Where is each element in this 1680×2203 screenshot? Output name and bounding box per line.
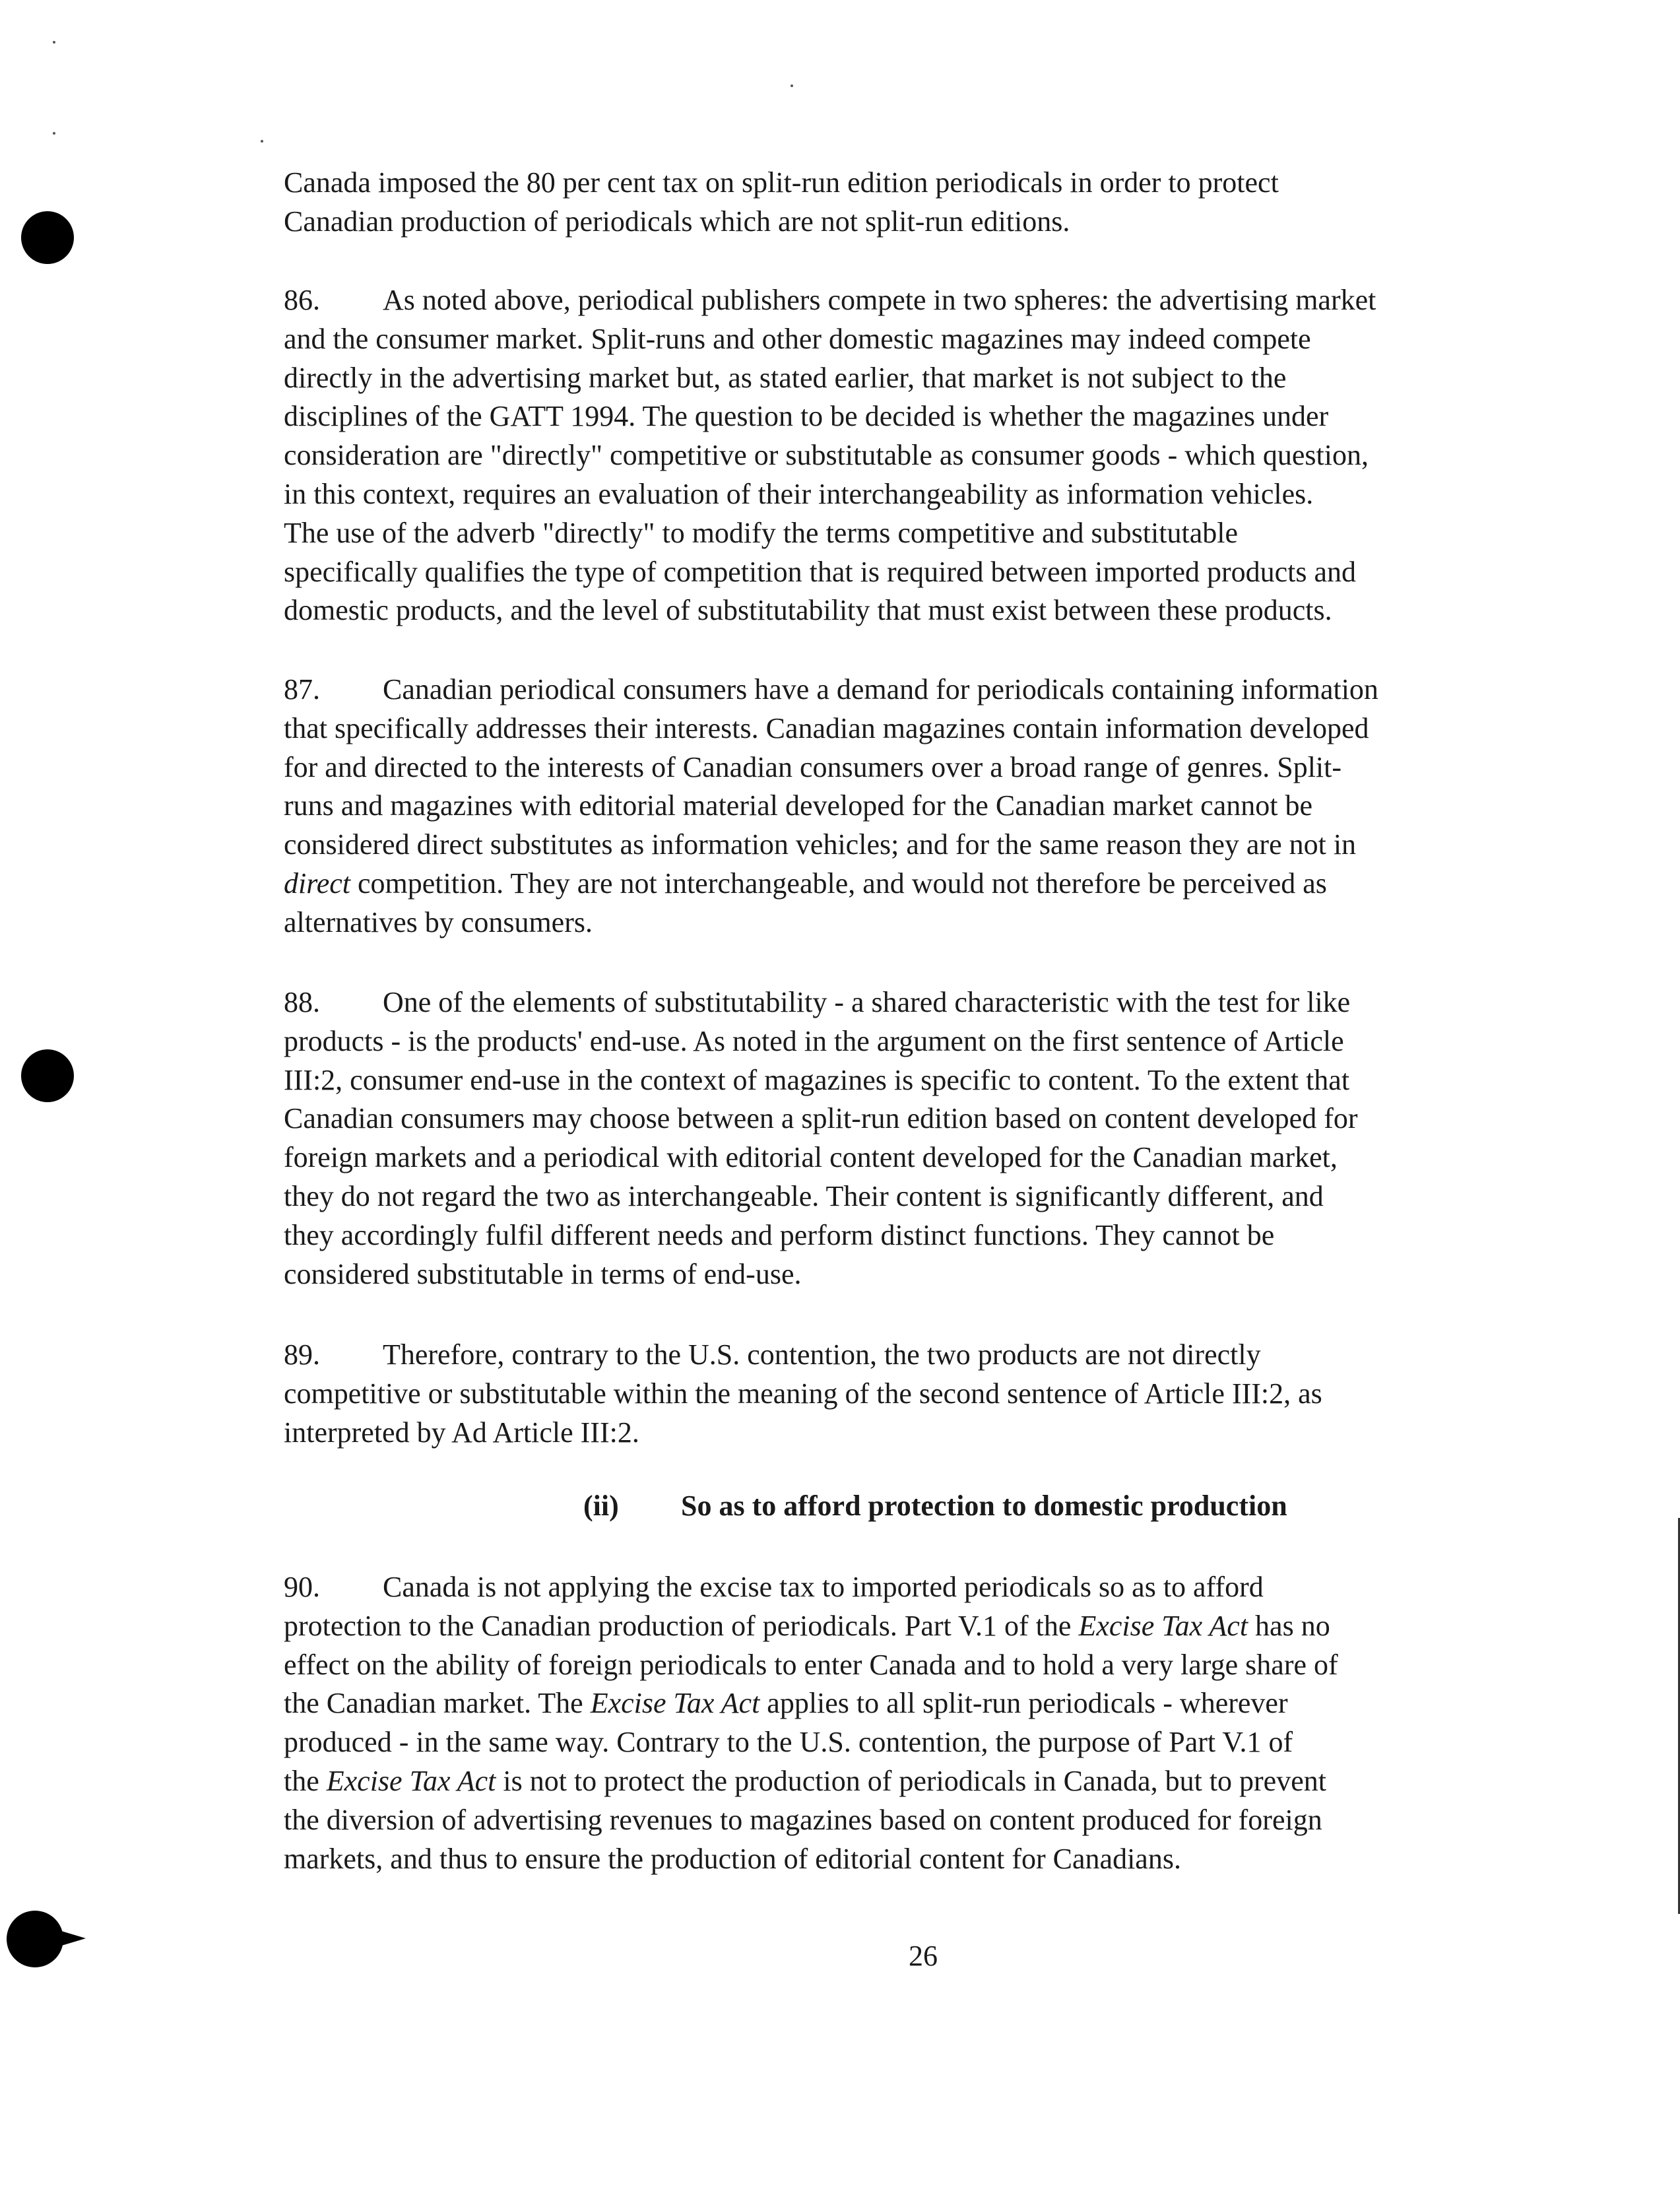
scan-speck	[53, 132, 55, 135]
italic-text: direct	[284, 867, 350, 900]
text-line: products - is the products' end-use. As noted in the argument on the first sentence of Article	[284, 1024, 1344, 1057]
italic-text: Excise Tax Act	[1078, 1609, 1248, 1642]
punch-hole	[21, 1049, 74, 1102]
text-line: Canada imposed the 80 per cent tax on split-run edition periodicals in order to protect	[284, 166, 1279, 199]
intro-paragraph	[284, 164, 1577, 242]
text-line: competitive or substitutable within the meaning of the second sentence of Article III:2, as	[284, 1377, 1322, 1410]
section-heading	[583, 1489, 1287, 1523]
punch-hole	[21, 211, 74, 264]
text-line: Canada is not applying the excise tax to imported periodicals so as to afford	[383, 1571, 1264, 1603]
text-line: runs and magazines with editorial material developed for the Canadian market cannot be	[284, 789, 1312, 822]
paragraph-number: 86.	[284, 284, 320, 316]
heading-number: (ii)	[583, 1490, 619, 1522]
text-line: they accordingly fulfil different needs and perform distinct functions. They cannot be	[284, 1218, 1275, 1251]
text-line: Therefore, contrary to the U.S. contention, the two products are not directly	[383, 1338, 1261, 1371]
scan-speck	[791, 84, 793, 87]
paragraph-87	[284, 671, 1577, 942]
text-line: effect on the ability of foreign periodicals to enter Canada and to hold a very large share of	[284, 1648, 1338, 1681]
scan-speck	[261, 140, 263, 143]
text-line: interpreted by Ad Article III:2.	[284, 1416, 639, 1449]
text-line: markets, and thus to ensure the production of editorial content for Canadians.	[284, 1842, 1181, 1875]
text-line: directly in the advertising market but, as stated earlier, that market is not subject to the	[284, 361, 1287, 394]
text-line: considered substitutable in terms of end-use.	[284, 1257, 802, 1290]
text-line: alternatives by consumers.	[284, 905, 593, 938]
text-line: The use of the adverb "directly" to modify the terms competitive and substitutable	[284, 516, 1238, 549]
text-line: Canadian consumers may choose between a split-run edition based on content developed for	[284, 1102, 1358, 1135]
paragraph-number: 89.	[284, 1338, 320, 1371]
text-segment: the Canadian market. The	[284, 1687, 591, 1720]
scan-speck	[53, 41, 55, 44]
text-line: Canadian periodical consumers have a demand for periodicals containing information	[383, 673, 1378, 706]
paragraph-number: 88.	[284, 986, 320, 1018]
text-line: produced - in the same way. Contrary to the U.S. contention, the purpose of Part V.1 of	[284, 1726, 1293, 1759]
text-line: for and directed to the interests of Canadian consumers over a broad range of genres. Split-	[284, 750, 1342, 783]
text-line: Canadian production of periodicals which are not split-run editions.	[284, 205, 1070, 238]
text-line: competition. They are not interchangeable, and would not therefore be perceived as	[350, 867, 1327, 900]
text-segment: is not to protect the production of periodicals in Canada, but to prevent	[496, 1764, 1326, 1797]
text-line: foreign markets and a periodical with editorial content developed for the Canadian market,	[284, 1141, 1338, 1174]
text-line: in this context, requires an evaluation of their interchangeability as information vehicles.	[284, 477, 1314, 510]
heading-text: So as to afford protection to domestic production	[681, 1490, 1287, 1522]
paragraph-88	[284, 983, 1577, 1294]
paragraph-number: 87.	[284, 673, 320, 706]
text-line: III:2, consumer end-use in the context of magazines is specific to content. To the extent that	[284, 1063, 1350, 1096]
text-line: domestic products, and the level of substitutability that must exist between these products.	[284, 594, 1332, 627]
text-segment: protection to the Canadian production of periodicals. Part V.1 of the	[284, 1609, 1079, 1642]
paragraph-number: 90.	[284, 1571, 320, 1603]
text-line: disciplines of the GATT 1994. The question to be decided is whether the magazines under	[284, 400, 1329, 433]
text-line: that specifically addresses their interests. Canadian magazines contain information developed	[284, 711, 1369, 744]
page-number: 26	[909, 1940, 938, 1972]
text-segment: the	[284, 1764, 327, 1797]
paragraph-90	[284, 1568, 1577, 1878]
text-line: considered direct substitutes as information vehicles; and for the same reason they are not in	[284, 828, 1357, 861]
text-segment: has no	[1248, 1609, 1330, 1642]
text-line: specifically qualifies the type of competition that is required between imported products and	[284, 555, 1357, 588]
text-line: they do not regard the two as interchangeable. Their content is significantly different, and	[284, 1179, 1324, 1212]
text-segment: applies to all split-run periodicals - wherever	[759, 1687, 1288, 1720]
text-line: consideration are "directly" competitive or substitutable as consumer goods - which question,	[284, 439, 1369, 472]
italic-text: Excise Tax Act	[590, 1687, 760, 1720]
text-line: One of the elements of substitutability - a shared characteristic with the test for like	[383, 986, 1351, 1018]
text-line: As noted above, periodical publishers compete in two spheres: the advertising market	[383, 284, 1376, 316]
italic-text: Excise Tax Act	[326, 1764, 496, 1797]
text-line: and the consumer market. Split-runs and other domestic magazines may indeed compete	[284, 322, 1311, 355]
paragraph-89	[284, 1336, 1577, 1452]
punch-hole	[7, 1911, 63, 1967]
text-line: the diversion of advertising revenues to magazines based on content produced for foreign	[284, 1803, 1322, 1836]
paragraph-86	[284, 281, 1577, 630]
